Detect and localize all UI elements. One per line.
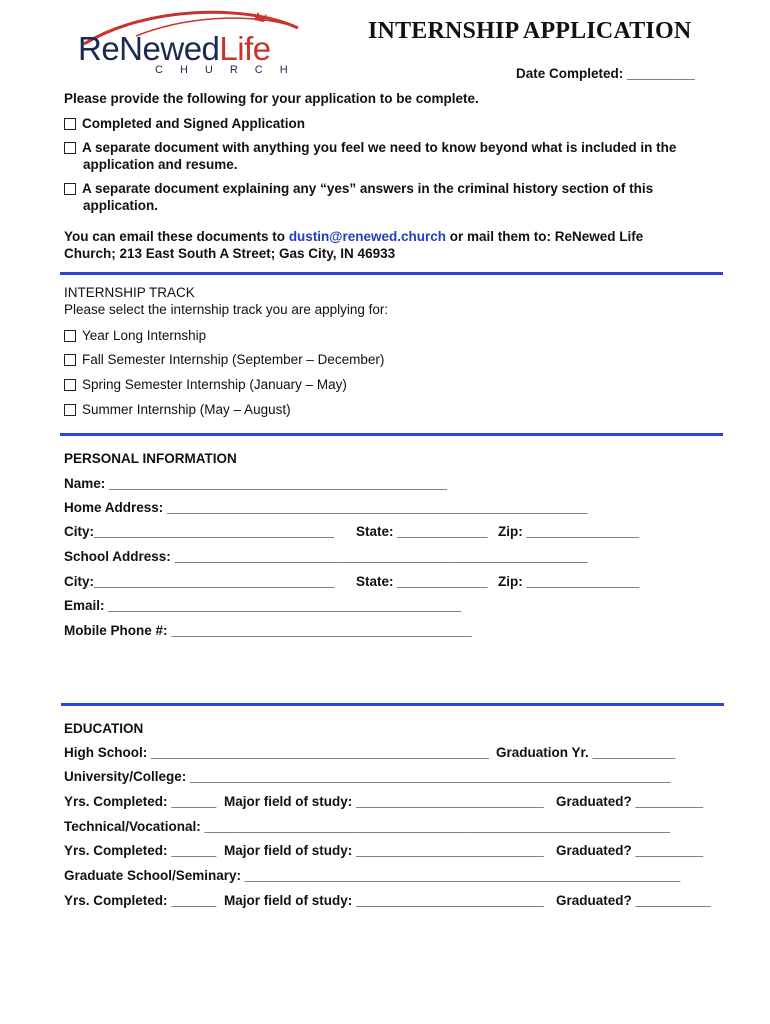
checkbox[interactable] — [64, 354, 76, 366]
state-field[interactable]: State: ____________ — [356, 524, 488, 539]
technical-years-field[interactable]: Yrs. Completed: ______ — [64, 843, 217, 858]
university-graduated-field[interactable]: Graduated? _________ — [556, 794, 704, 809]
mailing-address: Church; 213 East South A Street; Gas City, IN 46933 — [64, 246, 396, 261]
email-link[interactable]: dustin@renewed.church — [288, 229, 447, 244]
checklist-item-separate-document: A separate document with anything you feel we need to know beyond what is included in the — [64, 140, 676, 155]
checklist-item-continuation: application and resume. — [83, 157, 238, 172]
graduate-graduated-field[interactable]: Graduated? __________ — [556, 893, 711, 908]
checkbox[interactable] — [64, 142, 76, 154]
school-address-field[interactable]: School Address: _______________________________________________________ — [64, 549, 588, 564]
graduation-year-field[interactable]: Graduation Yr. ___________ — [496, 745, 676, 760]
checklist-item-continuation: application. — [83, 198, 159, 213]
technical-graduated-field[interactable]: Graduated? _________ — [556, 843, 704, 858]
intro-lead: Please provide the following for your application to be complete. — [64, 91, 479, 106]
university-major-field[interactable]: Major field of study: _________________________ — [224, 794, 544, 809]
track-option-spring: Spring Semester Internship (January – May) — [64, 377, 347, 392]
section-divider — [61, 703, 724, 706]
track-prompt: Please select the internship track you are applying for: — [64, 302, 389, 317]
checkbox[interactable] — [64, 404, 76, 416]
checkbox[interactable] — [64, 330, 76, 342]
track-heading: INTERNSHIP TRACK — [64, 285, 195, 300]
email-field[interactable]: Email: _______________________________________________ — [64, 598, 462, 613]
technical-major-field[interactable]: Major field of study: _________________________ — [224, 843, 544, 858]
checklist-item-signed-application: Completed and Signed Application — [64, 116, 305, 131]
zip-field[interactable]: Zip: _______________ — [498, 524, 640, 539]
graduate-years-field[interactable]: Yrs. Completed: ______ — [64, 893, 217, 908]
university-years-field[interactable]: Yrs. Completed: ______ — [64, 794, 217, 809]
graduate-major-field[interactable]: Major field of study: _________________________ — [224, 893, 544, 908]
technical-field[interactable]: Technical/Vocational: ______________________________________________________________ — [64, 819, 671, 834]
track-option-fall: Fall Semester Internship (September – December) — [64, 352, 384, 367]
track-option-summer: Summer Internship (May – August) — [64, 402, 291, 417]
home-address-field[interactable]: Home Address: ________________________________________________________ — [64, 500, 588, 515]
submission-instructions: You can email these documents to dustin@renewed.church or mail them to: ReNewed Life — [64, 229, 644, 244]
name-field[interactable]: Name: _____________________________________________ — [64, 476, 447, 491]
checkbox[interactable] — [64, 379, 76, 391]
school-state-field[interactable]: State: ____________ — [356, 574, 488, 589]
section-divider — [60, 433, 723, 436]
personal-heading: PERSONAL INFORMATION — [64, 451, 237, 466]
page-title: INTERNSHIP APPLICATION — [368, 18, 692, 44]
date-completed-field[interactable]: Date Completed: _________ — [516, 66, 695, 81]
checklist-item-criminal-history: A separate document explaining any “yes” answers in the criminal history section of this — [64, 181, 653, 196]
church-logo-subtitle: CHURCH — [155, 64, 305, 76]
section-divider — [60, 272, 723, 275]
track-option-year-long: Year Long Internship — [64, 328, 206, 343]
education-heading: EDUCATION — [64, 721, 144, 736]
university-field[interactable]: University/College: ________________________________________________________________ — [64, 769, 671, 784]
church-logo-wordmark: ReNewedLife — [78, 30, 271, 67]
graduate-school-field[interactable]: Graduate School/Seminary: __________________________________________________________ — [64, 868, 681, 883]
checkbox[interactable] — [64, 118, 76, 130]
school-city-field[interactable]: City:________________________________ — [64, 574, 335, 589]
checkbox[interactable] — [64, 183, 76, 195]
mobile-phone-field[interactable]: Mobile Phone #: ________________________________________ — [64, 623, 472, 638]
high-school-field[interactable]: High School: _____________________________________________ — [64, 745, 489, 760]
city-field[interactable]: City:________________________________ — [64, 524, 335, 539]
school-zip-field[interactable]: Zip: _______________ — [498, 574, 640, 589]
